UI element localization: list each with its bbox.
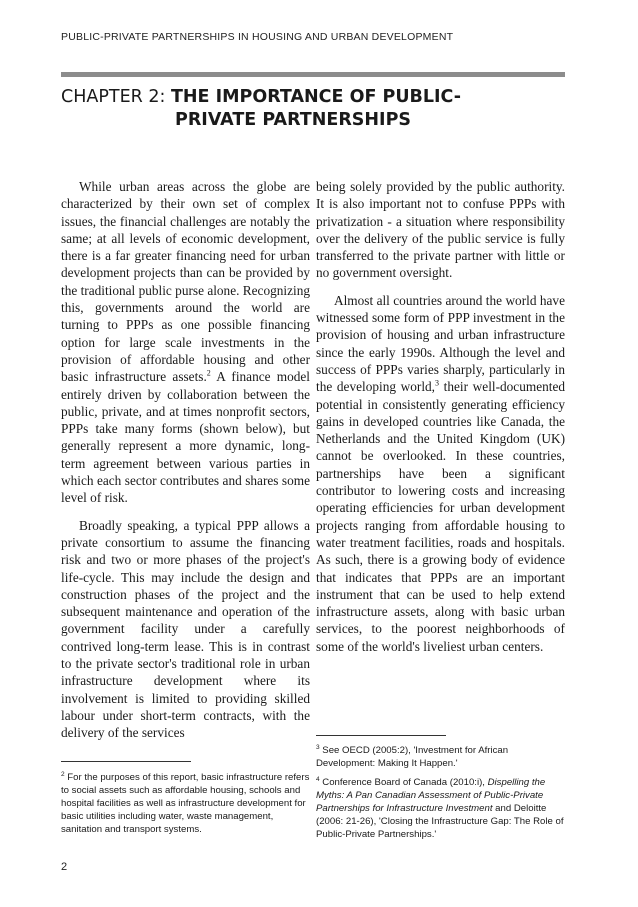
footnote-title: Dispelling the Myths: A Pan Canadian Assessment of Public-Private Partnerships for Infrastructure Investment [316, 777, 546, 814]
footnote-ref[interactable]: 2 [206, 368, 211, 378]
paragraph [61, 178, 310, 507]
footnote [61, 771, 310, 836]
chapter-title-line2: PRIVATE PARTNERSHIPS [175, 110, 411, 130]
footnote [316, 776, 565, 841]
footnote-text: For the purposes of this report, basic infrastructure refers to social assets such as affordable housing, schools and hospital facilities as well as infrastructure development for basic utilities including water, waste management, sanitation and transport systems. [61, 772, 310, 835]
left-column [61, 178, 310, 752]
footnotes-right [316, 744, 565, 847]
header-divider [61, 72, 565, 77]
chapter-label: CHAPTER 2: [61, 87, 171, 107]
footnote-divider [316, 735, 446, 736]
running-header: PUBLIC-PRIVATE PARTNERSHIPS IN HOUSING AND URBAN DEVELOPMENT [61, 31, 454, 43]
footnote [316, 744, 565, 770]
paragraph-text: their well-documented potential in consistently generating efficiency gains in developed countries like Canada, the Netherlands and the United Kingdom (UK) cannot be overlooked. In these countries, partnerships have been a significant contributor to lowering costs and increasing operating efficiencies for urban development projects ranging from affordable housing to water treatment facilities, roads and hospitals. As such, there is a growing body of evidence that indicates that PPPs are an important instrument that can be used to help extend infrastructure assets, along with basic urban services, to the poorest neighborhoods of some of the world's liveliest urban centers. [316, 379, 565, 654]
chapter-title-line1: THE IMPORTANCE OF PUBLIC- [170, 87, 462, 107]
chapter-heading [61, 86, 565, 132]
paragraph-text: A finance model entirely driven by collaboration between the public, private, and at times nonprofit sectors, PPPs take many forms (shown below), but generally represent a more dynamic, long-term agreement between various parties in which each sector contributes and shares some level of risk. [61, 369, 311, 506]
footnote-text: and Deloitte (2006: 21-26), 'Closing the Infrastructure Gap: The Role of Public-Private Partnerships.' [316, 803, 564, 840]
footnote-text: Conference Board of Canada (2010:i), [319, 777, 488, 788]
footnote-number: 4 [316, 775, 320, 783]
paragraph: Broadly speaking, a typical PPP allows a private consortium to assume the financing risk and two or more phases of the project's life-cycle. This may include the design and construction phases of the project and the subsequent maintenance and operation of the government facility under a carefully contrived long-term lease. This is in contrast to the private sector's traditional role in urban infrastructure development where its involvement is limited to providing skilled labour under short-term contracts, with the delivery of the services [61, 517, 310, 741]
page-number: 2 [61, 861, 68, 873]
footnote-ref[interactable]: 3 [435, 378, 439, 388]
paragraph [316, 292, 565, 655]
footnote-text: See OECD (2005:2), 'Investment for African Development: Making It Happen.' [316, 745, 509, 769]
footnote-divider [61, 761, 191, 762]
footnotes-left [61, 771, 310, 842]
footnote-number: 2 [61, 770, 65, 778]
right-column [316, 178, 565, 665]
paragraph-text: While urban areas across the globe are characterized by their own set of complex issues, the financial challenges are notably the same; at all levels of economic development, there is a far greater financing need for urban development projects than can be provided by the traditional public purse alone. Recognizing this, governments around the world are turning to PPPs as one possible financing option for large scale investments in the provision of affordable housing and other basic infrastructure assets. [61, 179, 310, 385]
footnote-number: 3 [316, 743, 320, 751]
paragraph: being solely provided by the public authority. It is also important not to confuse PPPs with privatization - a situation where responsibility over the delivery of the public service is fully transferred to the private partner with little or no government oversight. [316, 179, 565, 281]
paragraph-text: Almost all countries around the world have witnessed some form of PPP investment in the provision of housing and urban infrastructure since the early 1990s. Although the level and success of PPPs varies sharply, particularly in the developing world, [316, 292, 565, 395]
